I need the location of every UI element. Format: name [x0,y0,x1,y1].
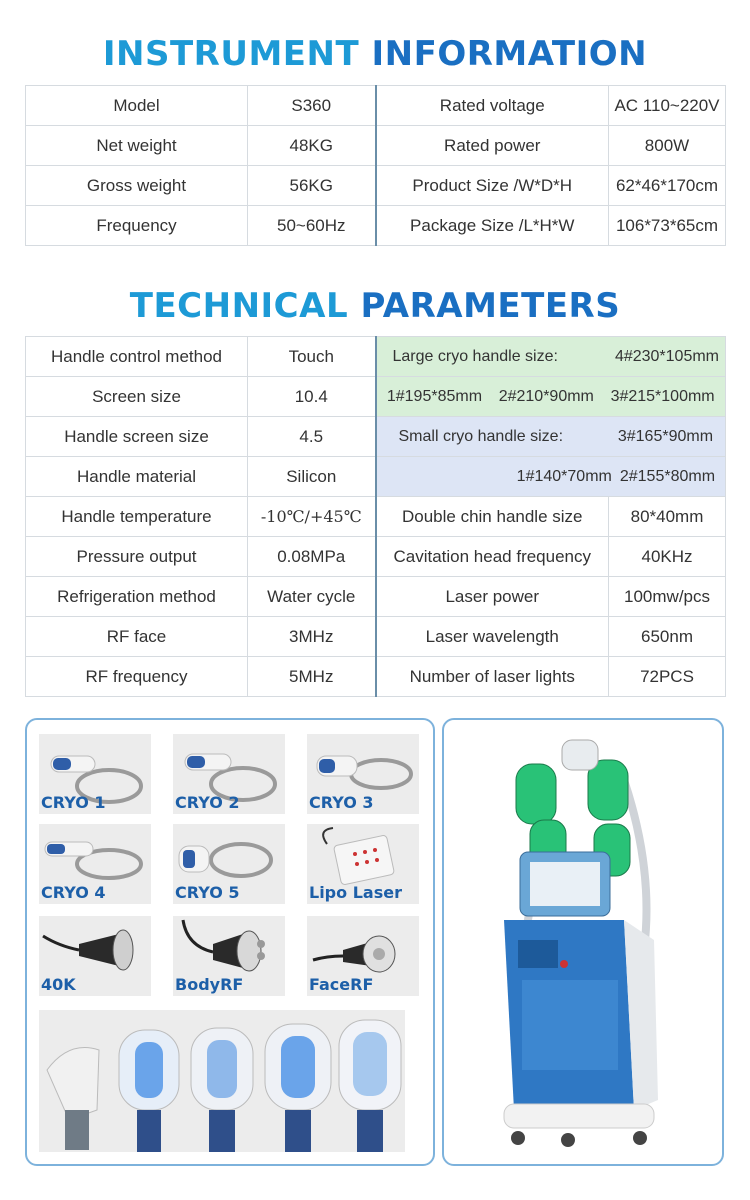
small-cryo-header [376,417,726,457]
table-row [26,166,726,206]
spec-value: Silicon [248,457,376,497]
spec-value: 48KG [248,126,376,166]
table-row [26,417,726,457]
accessory-cryo-1 [39,734,151,814]
title-word-1: INSTRUMENT [102,34,360,74]
spec-label: Handle control method [26,337,248,377]
spec-value: 5MHz [248,657,376,697]
small-cryo-size-3: 3#165*90mm [617,427,714,445]
spec-value: Water cycle [248,577,376,617]
large-cryo-size-2: 2#210*90mm [498,387,594,405]
spec-label: Laser power [376,577,609,617]
table-row [26,206,726,246]
spec-value: 56KG [248,166,376,206]
table-row [26,657,726,697]
accessory-label: CRYO 3 [309,793,374,812]
table-row [26,337,726,377]
cryo-handles-photo [39,1010,405,1152]
accessory-cryo-3 [307,734,419,814]
accessory-label: BodyRF [175,975,244,994]
technical-parameters-table [25,336,726,697]
large-cryo-size-4: 4#230*105mm [614,347,720,365]
spec-value: 50~60Hz [248,206,376,246]
spec-value: 0.08MPa [248,537,376,577]
spec-label: Screen size [26,377,248,417]
spec-label: Handle screen size [26,417,248,457]
accessory-label: FaceRF [309,975,374,994]
accessory-40k [39,916,151,996]
spec-value: 650nm [609,617,726,657]
accessory-bodyrf [173,916,285,996]
table-row [26,537,726,577]
accessory-label: CRYO 5 [175,883,240,902]
table-row [26,86,726,126]
small-cryo-sizes [376,457,726,497]
accessories-panel [25,718,435,1166]
spec-label: Rated power [376,126,609,166]
table-row [26,577,726,617]
spec-value: 800W [609,126,726,166]
spec-label: Product Size /W*D*H [376,166,609,206]
accessory-label: CRYO 1 [41,793,106,812]
title-word-2: INFORMATION [371,34,648,74]
spec-value: 80*40mm [609,497,726,537]
table-row [26,617,726,657]
spec-value: 100mw/pcs [609,577,726,617]
instrument-info-table [25,85,726,246]
spec-label: Handle material [26,457,248,497]
spec-label: Gross weight [26,166,248,206]
spec-label: Laser wavelength [376,617,609,657]
title-word-1: TECHNICAL [129,286,349,326]
spec-value: 40KHz [609,537,726,577]
accessory-label: CRYO 4 [41,883,106,902]
small-cryo-label: Small cryo handle size: [398,427,564,445]
spec-label: Cavitation head frequency [376,537,609,577]
machine-panel [442,718,724,1166]
spec-value: 106*73*65cm [609,206,726,246]
spec-label: Model [26,86,248,126]
spec-label: Pressure output [26,537,248,577]
spec-value: 3MHz [248,617,376,657]
spec-value: AC 110~220V [609,86,726,126]
accessory-facerf [307,916,419,996]
accessory-label: 40K [41,975,76,994]
large-cryo-sizes [376,377,726,417]
spec-label: Double chin handle size [376,497,609,537]
spec-label: Number of laser lights [376,657,609,697]
spec-value: 62*46*170cm [609,166,726,206]
large-cryo-label: Large cryo handle size: [392,347,558,365]
spec-value: 10.4 [248,377,376,417]
spec-label: RF frequency [26,657,248,697]
small-cryo-size-2: 2#155*80mm [619,467,716,485]
table-row [26,126,726,166]
spec-value: 4.5 [248,417,376,457]
spec-label: Rated voltage [376,86,609,126]
technical-parameters-title [0,286,750,326]
accessory-label: Lipo Laser [309,883,402,902]
accessory-cryo-4 [39,824,151,904]
accessory-lipo-laser [307,824,419,904]
accessory-label: CRYO 2 [175,793,240,812]
small-cryo-size-1: 1#140*70mm [516,467,612,485]
spec-label: Package Size /L*H*W [376,206,609,246]
table-row [26,457,726,497]
spec-label: Refrigeration method [26,577,248,617]
spec-label: RF face [26,617,248,657]
spec-value: -10℃/+45℃ [248,497,376,537]
instrument-information-title [0,34,750,74]
table-row [26,497,726,537]
title-word-2: PARAMETERS [360,286,621,326]
accessory-cryo-2 [173,734,285,814]
accessory-cryo-5 [173,824,285,904]
spec-value: 72PCS [609,657,726,697]
machine-image-icon [444,720,722,1164]
spec-value: S360 [248,86,376,126]
spec-label: Net weight [26,126,248,166]
large-cryo-header [376,337,726,377]
table-row [26,377,726,417]
large-cryo-size-1: 1#195*85mm [386,387,483,405]
spec-label: Handle temperature [26,497,248,537]
large-cryo-size-3: 3#215*100mm [610,387,715,405]
cryo-handles-group-icon [39,1010,405,1152]
spec-label: Frequency [26,206,248,246]
spec-value: Touch [248,337,376,377]
